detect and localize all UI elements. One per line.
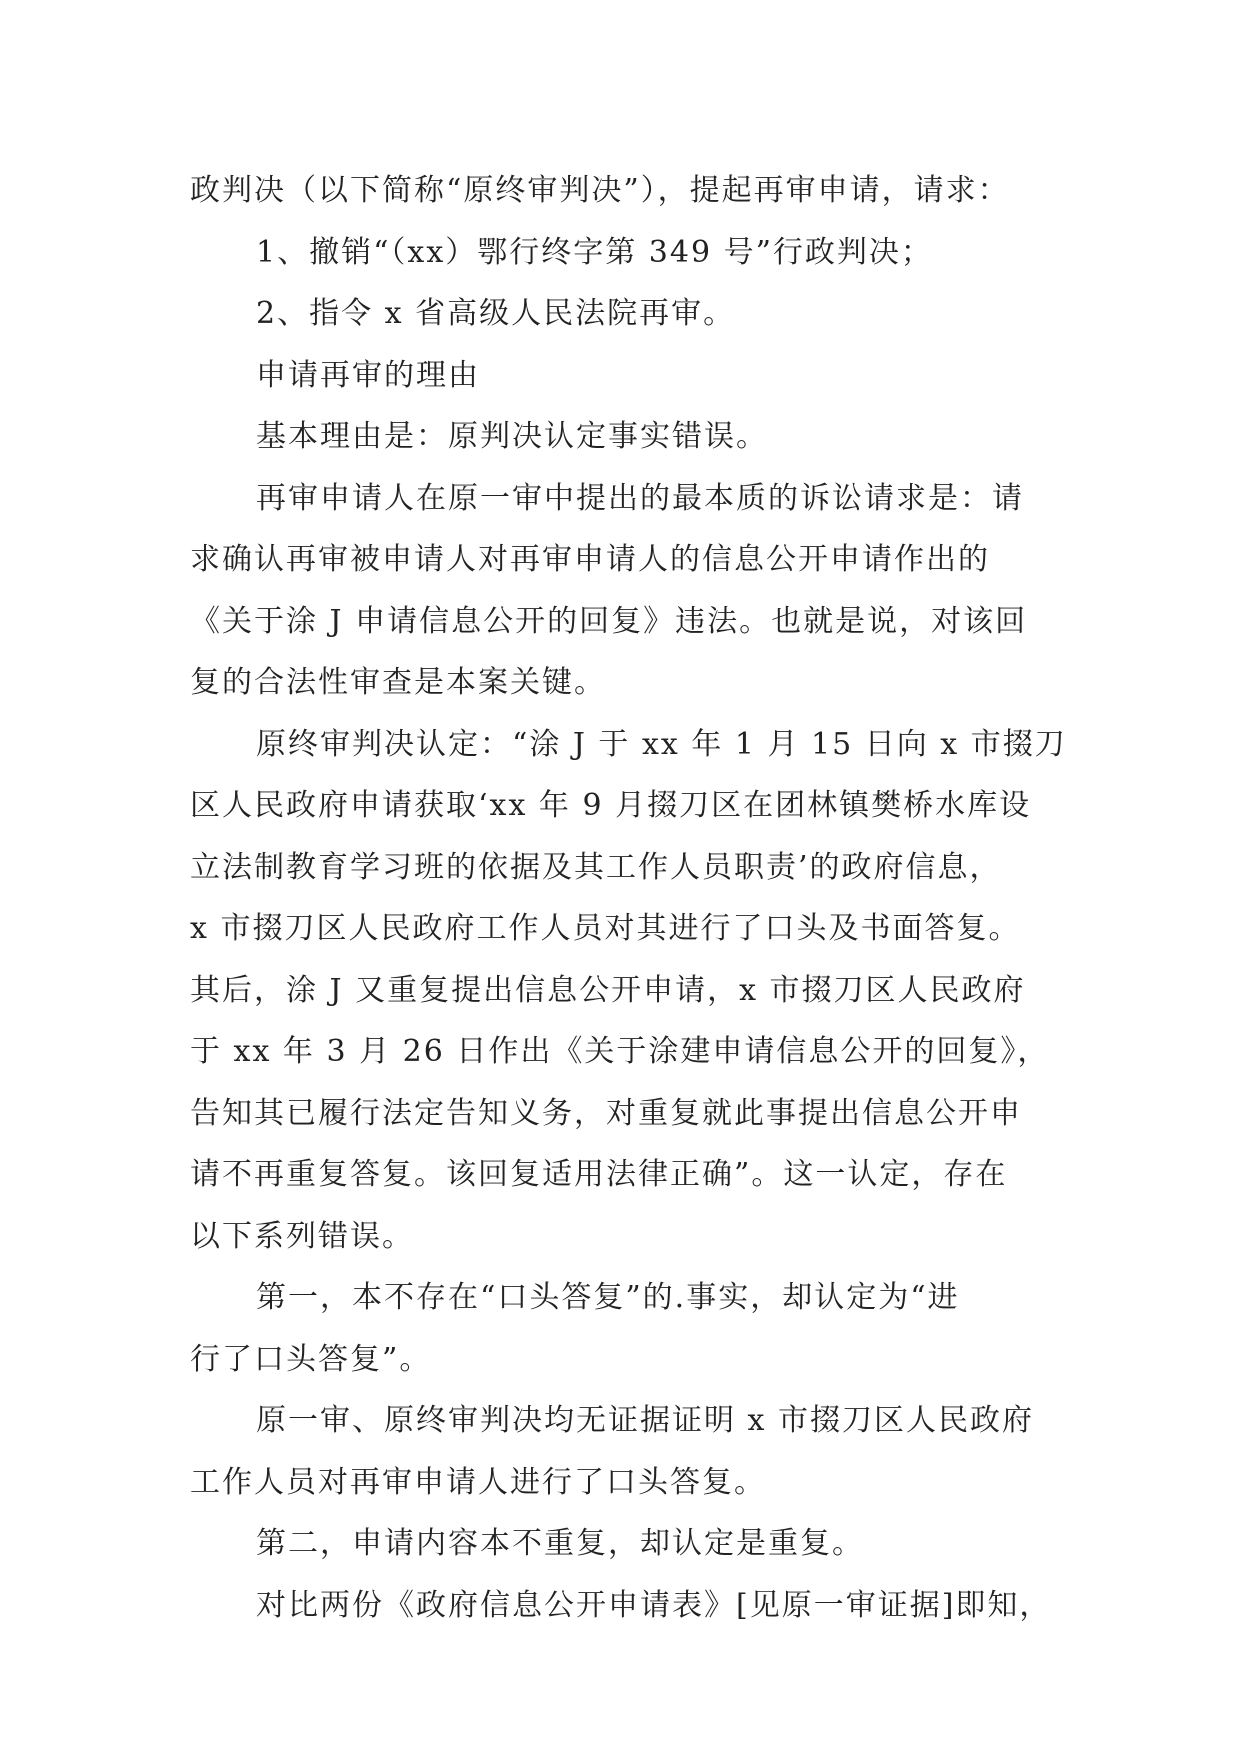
text-line: 第一，本不存在“口头答复”的.事实，却认定为“进 [256, 1280, 960, 1315]
text-line: 于 xx 年 3 月 26 日作出《关于涂建申请信息公开的回复》， [190, 1034, 1050, 1069]
text-line: 其后，涂 J 又重复提出信息公开申请，x 市掇刀区人民政府 [190, 972, 1026, 1008]
text-line: 告知其已履行法定告知义务，对重复就此事提出信息公开申 [190, 1095, 1022, 1131]
paragraph-comparison [190, 1575, 1050, 1637]
text-line: 以下系列错误。 [190, 1218, 414, 1254]
paragraph-error-one [190, 1267, 1050, 1390]
text-line: 再审申请人在原一审中提出的最本质的诉讼请求是：请 [256, 480, 1024, 516]
paragraph-request-intro [190, 160, 1050, 222]
text-line: 原终审判决认定：“涂 J 于 xx 年 1 月 15 日向 x 市掇刀 [256, 726, 1067, 762]
text-line: 请不再重复答复。该回复适用法律正确”。这一认定，存在 [190, 1157, 1008, 1192]
text-line: x 市掇刀区人民政府工作人员对其进行了口头及书面答复。 [190, 911, 1021, 946]
text-line: 求确认再审被申请人对再审申请人的信息公开申请作出的 [190, 542, 990, 577]
text-line: 立法制教育学习班的依据及其工作人员职责’的政府信息， [190, 849, 1002, 885]
text-line: 申请再审的理由 [256, 357, 480, 393]
text-line: 工作人员对再审申请人进行了口头答复。 [190, 1464, 766, 1500]
paragraph-error-two [190, 1513, 1050, 1575]
paragraph-core-claim [190, 468, 1050, 714]
text-line: 1、撤销“（xx）鄂行终字第 349 号”行政判决； [256, 234, 933, 270]
text-line: 行了口头答复”。 [190, 1341, 432, 1377]
text-line: 政判决（以下简称“原终审判决”），提起再审申请，请求： [190, 173, 1010, 208]
text-line: 复的合法性审查是本案关键。 [190, 665, 606, 700]
text-line: 区人民政府申请获取‘xx 年 9 月掇刀区在团林镇樊桥水库设 [190, 788, 1032, 823]
paragraph-request-item-2 [190, 283, 1050, 345]
paragraph-final-judgment-finding [190, 714, 1067, 1268]
text-line: 第二，申请内容本不重复，却认定是重复。 [256, 1526, 864, 1561]
text-line: 对比两份《政府信息公开申请表》[见原一审证据]即知， [256, 1587, 1052, 1623]
text-line: 原一审、原终审判决均无证据证明 x 市掇刀区人民政府 [256, 1403, 1034, 1438]
paragraph-basic-reason [190, 406, 1050, 468]
document-body [190, 160, 1067, 1636]
paragraph-request-item-1 [190, 222, 1050, 284]
text-line: 基本理由是：原判决认定事实错误。 [256, 419, 768, 454]
text-line: 2、指令 x 省高级人民法院再审。 [256, 296, 736, 331]
text-line: 《关于涂 J 申请信息公开的回复》违法。也就是说，对该回 [190, 603, 1028, 639]
paragraph-no-evidence [190, 1390, 1050, 1513]
section-heading [190, 345, 1050, 407]
